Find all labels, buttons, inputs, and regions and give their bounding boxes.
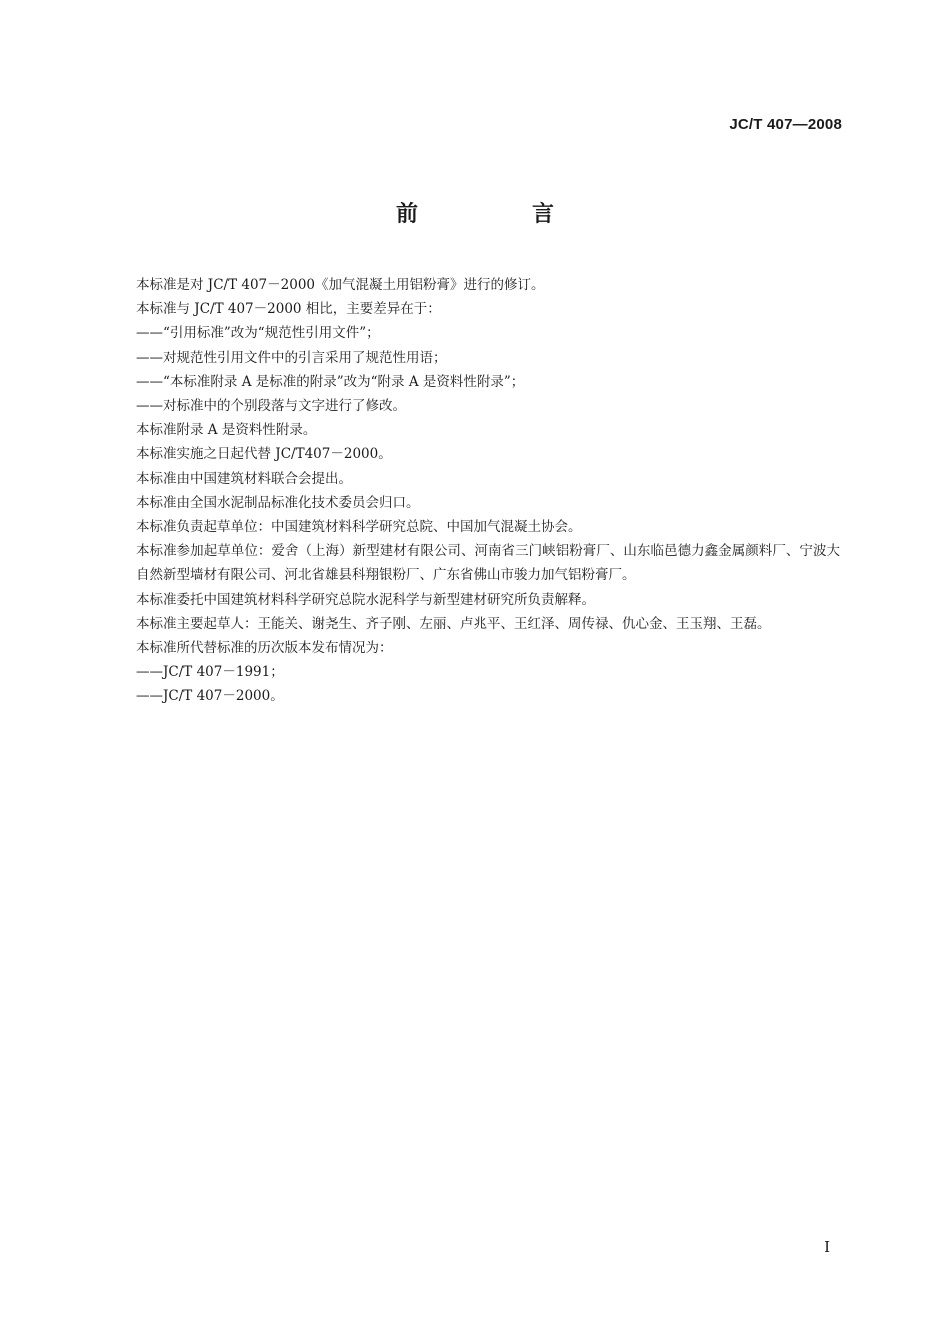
paragraph-replaces: 本标准实施之日起代替 JC/T407－2000。: [136, 446, 392, 463]
page-title: 前 言: [395, 202, 600, 227]
paragraph-appendix: 本标准附录 A 是资料性附录。: [136, 422, 317, 439]
paragraph-lead-drafter: 本标准负责起草单位：中国建筑材料科学研究总院、中国加气混凝土协会。: [136, 519, 582, 536]
list-item: ——对规范性引用文件中的引言采用了规范性用语；: [136, 349, 447, 366]
paragraph-history: 本标准所代替标准的历次版本发布情况为：: [136, 640, 393, 657]
paragraph-participating-drafters: 本标准参加起草单位：爱舍（上海）新型建材有限公司、河南省三门峡铝粉膏厂、山东临邑德力鑫金属颜料厂、宁波大自然新型墙材有限公司、河北省雄县科翔银粉厂、广东省佛山市骏力加气铝粉膏厂。: [136, 543, 840, 584]
page-number: I: [824, 1238, 830, 1256]
paragraph-interpretation: 本标准委托中国建筑材料科学研究总院水泥科学与新型建材研究所负责解释。: [136, 591, 595, 608]
paragraph-main-drafters: 本标准主要起草人：王能关、谢尧生、齐子刚、左丽、卢兆平、王红泽、周传禄、仇心金、王玉翔、王磊。: [136, 615, 771, 632]
list-item: ——对标准中的个别段落与文字进行了修改。: [136, 398, 406, 415]
foreword-body: [136, 273, 840, 709]
paragraph-differences: 本标准与 JC/T 407－2000 相比，主要差异在于：: [136, 301, 441, 318]
list-item: ——JC/T 407－1991；: [136, 664, 284, 681]
paragraph-administered-by: 本标准由全国水泥制品标准化技术委员会归口。: [136, 494, 420, 511]
paragraph-revision: 本标准是对 JC/T 407－2000《加气混凝土用铝粉膏》进行的修订。: [136, 277, 545, 293]
list-item: ——“本标准附录 A 是标准的附录”改为“附录 A 是资料性附录”；: [136, 373, 525, 390]
list-item: ——“引用标准”改为“规范性引用文件”；: [136, 325, 380, 342]
paragraph-proposed-by: 本标准由中国建筑材料联合会提出。: [136, 470, 352, 487]
list-item: ——JC/T 407－2000。: [136, 688, 284, 705]
standard-code: JC/T 407—2008: [729, 116, 842, 133]
